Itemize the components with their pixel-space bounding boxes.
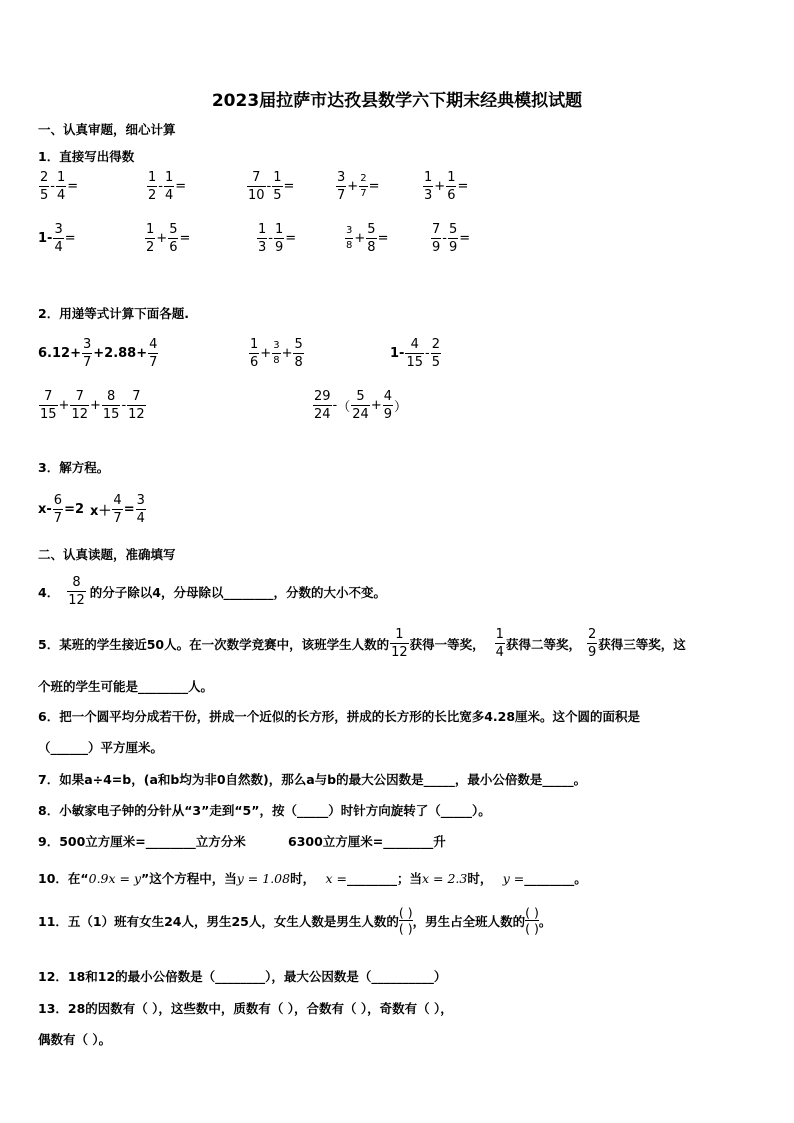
fraction: $\frac{4}{15}$	[406, 337, 423, 370]
question-8: 8．小敏家电子钟的分针从“3”走到“5”，按（_____）时针方向旋转了（_____）。	[38, 803, 491, 818]
q2-expr-1: 6.12+ $\frac{3}{7}$ +2.88+ $\frac{4}{7}$	[38, 337, 158, 370]
fraction: $\frac{1}{3}$	[258, 222, 267, 255]
question-6-line-2: （______）平方厘米。	[38, 740, 164, 755]
fraction: $\frac{7}{12}$	[71, 389, 88, 422]
question-5: 5．某班的学生接近50人。在一次数学竞赛中，该班学生人数的 $\frac{1}{12}$ 获得一等奖， $\frac{1}{4}$ 获得二等奖， $\frac{2}{9}$ 获得三等奖，这	[38, 627, 686, 660]
fraction: $\frac{1}{2}$	[148, 170, 157, 203]
q1-expr-9: $\frac{3}{8}$ + $\frac{5}{8}$ =	[346, 222, 389, 255]
fraction: $\frac{7}{10}$	[248, 170, 265, 203]
q2-expr-3: 1- $\frac{4}{15}$ - $\frac{2}{5}$	[390, 337, 440, 370]
question-13-line-2: 偶数有（ ）。	[38, 1032, 112, 1047]
fraction: $\frac{4}{9}$	[383, 389, 392, 422]
question-9-part-a: 9．500立方厘米=________立方分米	[38, 834, 246, 849]
answer-fraction-blank[interactable]: ( ) ( )	[398, 905, 413, 936]
question-1-label: 1．直接写出得数	[38, 149, 135, 164]
fraction: $\frac{3}{4}$	[136, 493, 145, 526]
fraction: $\frac{1}{12}$	[391, 627, 408, 660]
page-title: 2023届拉萨市达孜县数学六下期末经典模拟试题	[211, 91, 583, 111]
question-12: 12．18和12的最小公倍数是（________），最大公因数是（__________）	[38, 969, 447, 984]
fraction: $\frac{1}{3}$	[424, 170, 433, 203]
q2-expr-2: $\frac{1}{6}$ + $\frac{3}{8}$ + $\frac{5}{8}$	[250, 337, 303, 370]
fraction: $\frac{8}{12}$	[68, 575, 85, 608]
q1-expr-10: $\frac{7}{9}$ - $\frac{5}{9}$ =	[432, 222, 471, 255]
answer-fraction-blank[interactable]: ( ) ( )	[525, 905, 539, 936]
fraction: $\frac{5}{9}$	[448, 222, 458, 255]
q1-expr-6: 1- $\frac{3}{4}$ =	[38, 222, 76, 255]
question-13-line-1: 13．28的因数有（ ），这些数中，质数有（ ），合数有（ ），奇数有（ ），	[38, 1001, 453, 1016]
fraction: $\frac{4}{7}$	[149, 337, 158, 370]
fraction: $\frac{3}{4}$	[54, 222, 63, 255]
fraction: $\frac{2}{7}$	[360, 173, 367, 199]
q1-expr-4: $\frac{3}{7}$ + $\frac{2}{7}$ =	[337, 170, 380, 203]
fraction: $\frac{8}{15}$	[102, 389, 120, 422]
fraction: $\frac{29}{24}$	[314, 389, 331, 422]
question-10: 10．在“0.9x = y”这个方程中，当y = 1.08时， x =________；当x = 2.3时， y =________。	[38, 871, 587, 886]
question-9-part-b: 6300立方厘米=________升	[288, 834, 446, 849]
fraction: $\frac{3}{8}$	[273, 340, 280, 366]
q3-equations: x- $\frac{6}{7}$ =2 x＋ $\frac{4}{7}$ = $\frac{3}{4}$	[38, 493, 145, 526]
q1-expr-8: $\frac{1}{3}$ - $\frac{1}{9}$ =	[258, 222, 297, 255]
question-4: 4． $\frac{8}{12}$ 的分子除以4，分母除以________，分数的大小不变。	[38, 575, 386, 608]
fraction: $\frac{1}{9}$	[274, 222, 284, 255]
fraction: $\frac{1}{6}$	[447, 170, 456, 203]
fraction: $\frac{3}{7}$	[337, 170, 346, 203]
question-7: 7．如果a÷4=b，(a和b均为非0自然数)，那么a与b的最大公因数是_____，最小公倍数是_____。	[38, 772, 587, 787]
section-1-heading: 一、认真审题，细心计算	[38, 122, 176, 137]
q2-expr-4: $\frac{7}{15}$ + $\frac{7}{12}$ + $\frac{8}{15}$ - $\frac{7}{12}$	[40, 389, 145, 422]
q1-expr-7: $\frac{1}{2}$ + $\frac{5}{6}$ =	[146, 222, 191, 255]
question-11: 11．五（1）班有女生24人，男生25人，女生人数是男生人数的 ( ) ( ) ，男生占全班人数的 ( ) ( ) 。	[38, 905, 552, 936]
fraction: $\frac{2}{5}$	[40, 170, 49, 203]
q2-expr-5: $\frac{29}{24}$ - （ $\frac{5}{24}$ + $\frac{4}{9}$ ）	[314, 389, 408, 422]
fraction: $\frac{1}{2}$	[146, 222, 155, 255]
q1-expr-3: $\frac{7}{10}$ - $\frac{1}{5}$ =	[248, 170, 295, 203]
fraction: $\frac{4}{7}$	[113, 493, 122, 526]
fraction: $\frac{6}{7}$	[53, 493, 63, 526]
q1-expr-2: $\frac{1}{2}$ - $\frac{1}{4}$ =	[148, 170, 187, 203]
fraction: $\frac{3}{8}$	[346, 225, 353, 251]
fraction: $\frac{1}{4}$	[56, 170, 66, 203]
fraction: $\frac{5}{8}$	[367, 222, 376, 255]
fraction: $\frac{7}{9}$	[432, 222, 441, 255]
question-5-line-2: 个班的学生可能是________人。	[38, 679, 214, 694]
q1-expr-5: $\frac{1}{3}$ + $\frac{1}{6}$ =	[424, 170, 469, 203]
fraction: $\frac{1}{5}$	[273, 170, 282, 203]
fraction: $\frac{7}{12}$	[128, 389, 145, 422]
question-2-label: 2．用递等式计算下面各题.	[38, 306, 189, 321]
fraction: $\frac{5}{24}$	[352, 389, 369, 422]
fraction: $\frac{2}{5}$	[431, 337, 440, 370]
fraction: $\frac{2}{9}$	[587, 627, 597, 660]
fraction: $\frac{1}{4}$	[495, 627, 504, 660]
fraction: $\frac{5}{6}$	[169, 222, 178, 255]
q1-expr-1: $\frac{2}{5}$ - $\frac{1}{4}$ =	[40, 170, 79, 203]
fraction: $\frac{3}{7}$	[82, 337, 92, 370]
fraction: $\frac{7}{15}$	[40, 389, 57, 422]
question-3-label: 3．解方程。	[38, 460, 110, 475]
fraction: $\frac{5}{8}$	[294, 337, 303, 370]
question-6-line-1: 6．把一个圆平均分成若干份，拼成一个近似的长方形，拼成的长方形的长比宽多4.28厘米。这个圆的面积是	[38, 709, 641, 724]
fraction: $\frac{1}{4}$	[164, 170, 174, 203]
fraction: $\frac{1}{6}$	[250, 337, 259, 370]
section-2-heading: 二、认真读题，准确填写	[38, 547, 176, 562]
